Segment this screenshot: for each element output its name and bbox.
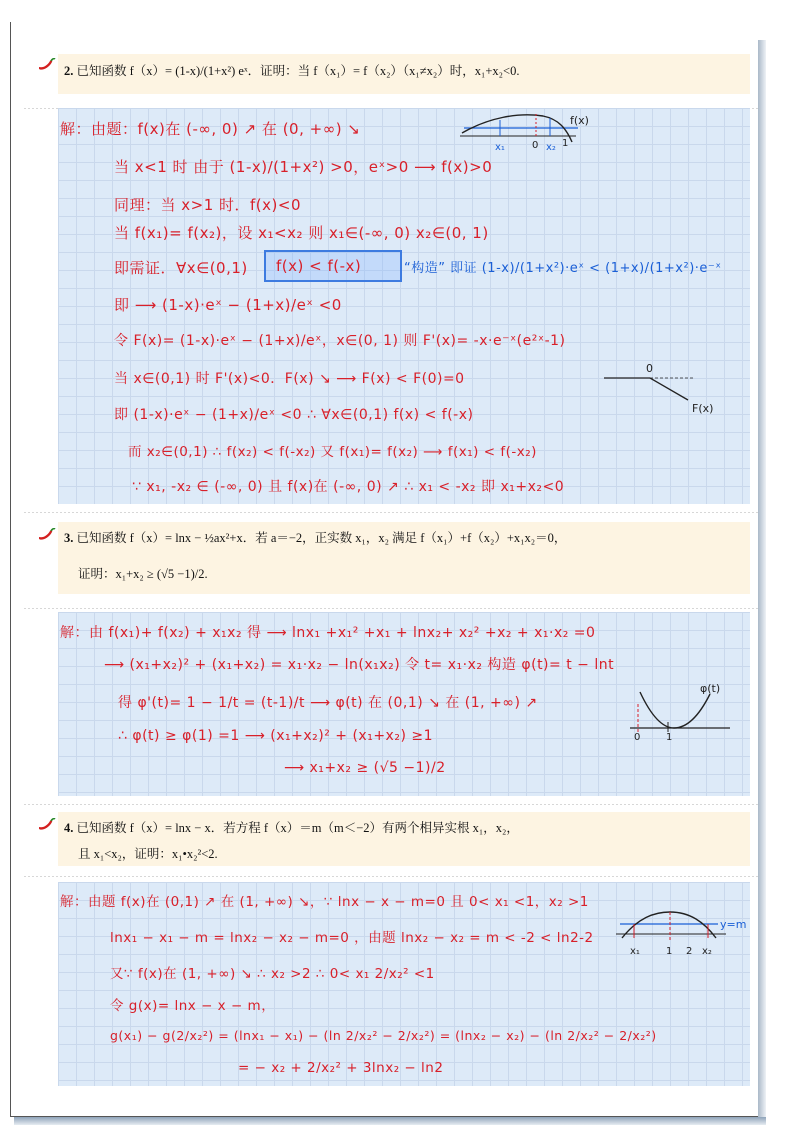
- solution-line: ⟶ (x₁+x₂)² + (x₁+x₂) = x₁·x₂ − ln(x₁x₂) 令 t= x₁·x₂ 构造 φ(t)= t − lnt: [104, 657, 615, 673]
- graph-label: x₁: [630, 946, 640, 957]
- graph-label: 0: [634, 732, 641, 743]
- solution-line: 当 x∈(0,1) 时 F'(x)<0．F(x) ↘ ⟶ F(x) < F(0)=0: [114, 371, 465, 387]
- problem-text: 证明：x₁+x₂ ≥ (√5 −1)/2.: [78, 567, 208, 581]
- graph-g-sketch: [614, 902, 750, 964]
- solution-line: 得 φ'(t)= 1 − 1/t = (t-1)/t ⟶ φ(t) 在 (0,1) ↘ 在 (1, +∞) ↗: [118, 695, 538, 711]
- highlighted-inequality: f(x) < f(-x): [276, 257, 362, 275]
- graph-label: x₁: [495, 142, 505, 153]
- solution-4-area: [58, 882, 750, 1086]
- graph-label: y=m: [720, 918, 747, 931]
- graph-label: 1: [666, 946, 673, 957]
- problem-number: 3.: [64, 531, 74, 545]
- graph-label: f(x): [570, 114, 589, 127]
- solution-line: 令 F(x)= (1-x)·eˣ − (1+x)/eˣ，x∈(0, 1) 则 F'(x)= -x·e⁻ˣ(e²ˣ-1): [114, 333, 566, 349]
- problem-number: 4.: [64, 821, 74, 835]
- graph-label: x₂: [546, 142, 556, 153]
- graph-label: 2: [686, 946, 693, 957]
- chili-pepper-icon: [36, 58, 56, 72]
- page-shadow-bottom: [14, 1117, 766, 1125]
- problem-4-box: [58, 812, 750, 866]
- graph-label: 1: [562, 138, 569, 149]
- solution-line: 解：由 f(x₁)+ f(x₂) + x₁x₂ 得 ⟶ lnx₁ +x₁² +x₁ + lnx₂+ x₂² +x₂ + x₁·x₂ =0: [60, 625, 596, 641]
- solution-line: 即需证．∀x∈(0,1): [114, 259, 248, 277]
- graph-label: x₂: [702, 946, 712, 957]
- solution-line: “构造” 即证 (1-x)/(1+x²)·eˣ < (1+x)/(1+x²)·e⁻ˣ: [404, 261, 722, 276]
- graph-label: F(x): [692, 402, 714, 415]
- problem-text: 已知函数 f（x）= lnx − ½ax²+x．若 a＝−2，正实数 x₁，x₂ 满足 f（x₁）+f（x₂）+x₁x₂＝0，: [76, 531, 567, 545]
- note-line: [24, 604, 758, 612]
- graph-label: 1: [666, 732, 673, 743]
- solution-line: = − x₂ + 2/x₂² + 3lnx₂ − ln2: [238, 1060, 444, 1076]
- solution-line: 解：由题 f(x)在 (0,1) ↗ 在 (1, +∞) ↘，∵ lnx − x − m=0 且 0< x₁ <1，x₂ >1: [60, 894, 589, 910]
- solution-line: 令 g(x)= lnx − x − m，: [110, 998, 276, 1014]
- solution-line: 同理：当 x>1 时．f(x)<0: [114, 196, 301, 214]
- page-shadow-right: [758, 40, 766, 1125]
- solution-line: 解：由题：f(x)在 (-∞, 0) ↗ 在 (0, +∞) ↘: [60, 120, 361, 138]
- graph-F-sketch: [604, 360, 724, 416]
- solution-line: 而 x₂∈(0,1) ∴ f(x₂) < f(-x₂) 又 f(x₁)= f(x₂) ⟶ f(x₁) < f(-x₂): [128, 444, 537, 460]
- problem-3-box: [58, 522, 750, 594]
- solution-line: lnx₁ − x₁ − m = lnx₂ − x₂ − m=0 ，由题 lnx₂ − x₂ = m < -2 < ln2-2: [110, 930, 594, 946]
- solution-line: ⟶ x₁+x₂ ≥ (√5 −1)/2: [284, 760, 446, 776]
- graph-label: φ(t): [700, 682, 721, 695]
- graph-f-sketch: [458, 108, 608, 156]
- solution-2-area: [58, 108, 750, 504]
- chili-pepper-icon: [36, 818, 56, 832]
- solution-line: 当 f(x₁)= f(x₂)，设 x₁<x₂ 则 x₁∈(-∞, 0) x₂∈(0, 1): [114, 224, 489, 242]
- problem-text: 且 x₁<x₂，证明：x₁•x₂²<2.: [78, 847, 218, 861]
- solution-line: 当 x<1 时 由于 (1-x)/(1+x²) >0，eˣ>0 ⟶ f(x)>0: [114, 158, 493, 176]
- chili-pepper-icon: [36, 528, 56, 542]
- solution-3-area: [58, 612, 750, 796]
- graph-phi-sketch: [626, 682, 736, 742]
- note-line: [24, 872, 758, 880]
- problem-text: 已知函数 f（x）= lnx − x．若方程 f（x）＝m（m＜−2）有两个相异实根 x₁，x₂，: [76, 821, 519, 835]
- solution-line: ∵ x₁, -x₂ ∈ (-∞, 0) 且 f(x)在 (-∞, 0) ↗ ∴ x₁ < -x₂ 即 x₁+x₂<0: [132, 479, 565, 495]
- graph-label: 0: [646, 362, 653, 375]
- problem-text: 已知函数 f（x）= (1-x)/(1+x²) eˣ．证明：当 f（x₁）= f（x₂）（x₁≠x₂）时，x₁+x₂<0.: [76, 64, 520, 78]
- solution-line: g(x₁) − g(2/x₂²) = (lnx₁ − x₁) − (ln 2/x₂² − 2/x₂²) = (lnx₂ − x₂) − (ln 2/x₂² − 2/x₂²): [110, 1028, 657, 1043]
- graph-label: 0: [532, 140, 539, 151]
- note-line: [24, 800, 758, 808]
- solution-line: ∴ φ(t) ≥ φ(1) =1 ⟶ (x₁+x₂)² + (x₁+x₂) ≥1: [118, 728, 433, 744]
- solution-line: 又∵ f(x)在 (1, +∞) ↘ ∴ x₂ >2 ∴ 0< x₁ 2/x₂² <1: [110, 966, 435, 982]
- note-line: [24, 508, 758, 516]
- solution-line: 即 ⟶ (1-x)·eˣ − (1+x)/eˣ <0: [114, 296, 342, 314]
- problem-number: 2.: [64, 64, 74, 78]
- problem-2-box: [58, 54, 750, 94]
- solution-line: 即 (1-x)·eˣ − (1+x)/eˣ <0 ∴ ∀x∈(0,1) f(x) < f(-x): [114, 407, 474, 423]
